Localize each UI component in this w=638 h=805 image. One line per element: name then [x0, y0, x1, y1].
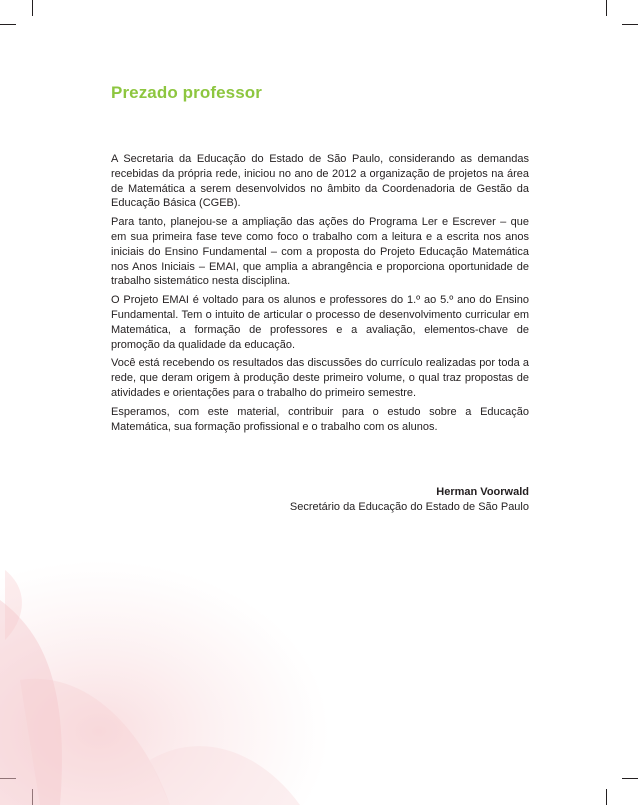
letter-body	[111, 152, 529, 438]
paragraph: O Projeto EMAI é voltado para os alunos e professores do 1.º ao 5.º ano do Ensino Fundamental. Tem o intuito de articular o processo de desenvolvimento curricular em Matemática, a formação de professores e a avaliação, elementos-chave de promoção da qualidade da educação.	[111, 294, 529, 351]
paragraph: Para tanto, planejou-se a ampliação das ações do Programa Ler e Escrever – que em sua primeira fase teve como foco o trabalho com a leitura e a escrita nos anos iniciais do Ensino Fundamental – com a proposta do Projeto Educação Matemática nos Anos Iniciais – EMAI, que amplia a abrangência e proporciona oportunidade de trabalho sistemático nesta disciplina.	[111, 216, 529, 288]
decorative-watermark	[0, 560, 330, 805]
signer-name: Herman Voorwald	[436, 486, 529, 498]
crop-mark	[622, 778, 638, 779]
crop-mark	[32, 0, 33, 16]
paragraph: Esperamos, com este material, contribuir para o estudo sobre a Educação Matemática, sua formação profissional e o trabalho com os alunos.	[111, 405, 529, 433]
crop-mark	[606, 0, 607, 16]
crop-mark	[606, 789, 607, 805]
signature-block	[240, 485, 529, 514]
signer-role: Secretário da Educação do Estado de São Paulo	[289, 500, 529, 513]
page-title: Prezado professor	[111, 83, 262, 102]
crop-mark	[622, 24, 638, 25]
paragraph: A Secretaria da Educação do Estado de São Paulo, considerando as demandas recebidas da própria rede, iniciou no ano de 2012 a organização de projetos na área de Matemática a serem desenvolvidos no âmbito da Coordenadoria de Gestão da Educação Básica (CGEB).	[111, 153, 529, 210]
crop-mark	[0, 24, 16, 25]
paragraph: Você está recebendo os resultados das discussões do currículo realizadas por toda a rede, que deram origem à produção deste primeiro volume, o qual traz propostas de atividades e orientações para o trabalho do primeiro semestre.	[111, 357, 529, 399]
